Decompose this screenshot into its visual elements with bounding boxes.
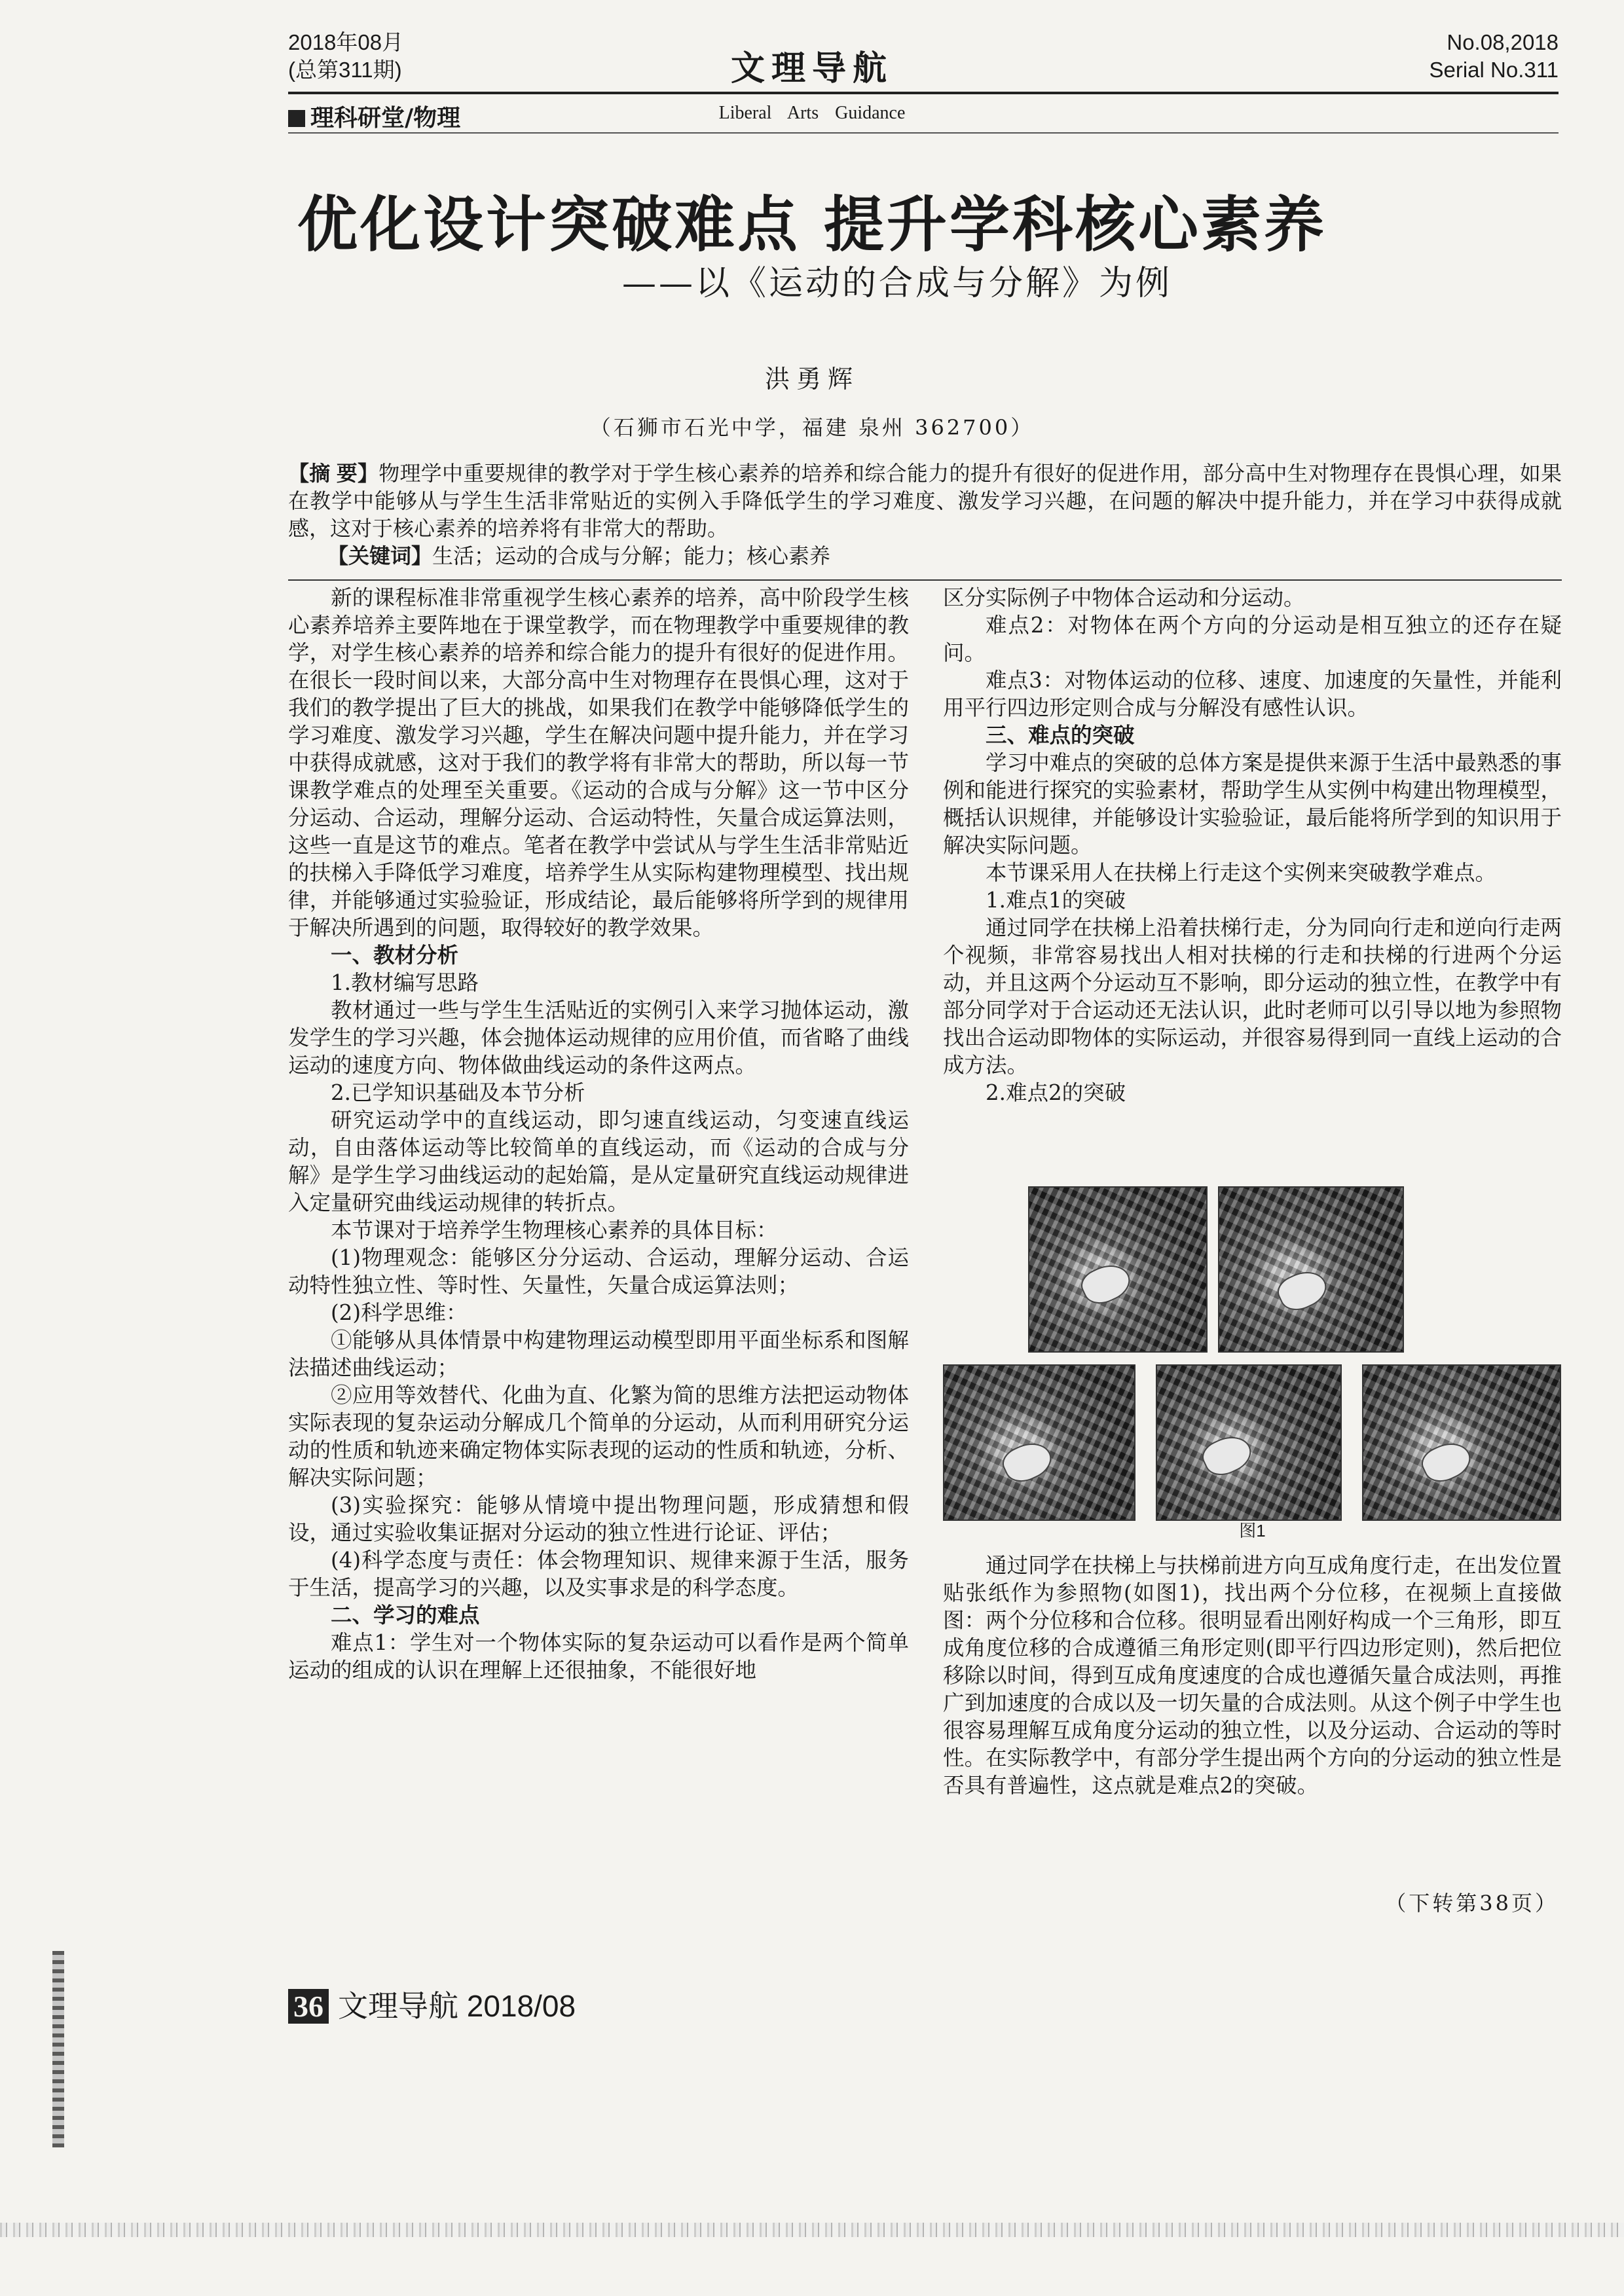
section-heading: 二、学习的难点	[331, 1603, 480, 1627]
page-footer	[288, 1982, 576, 2026]
paragraph: 2.难点2的突破	[986, 1080, 1126, 1105]
paragraph: 难点2：对物体在两个方向的分运动是相互独立的还存在疑问。	[943, 613, 1562, 665]
header-rule	[288, 92, 1559, 94]
keywords-label: 【关键词】	[327, 544, 433, 568]
paragraph: (3)实验探究：能够从情境中提出物理问题，形成猜想和假设，通过实验收集证据对分运动的独立性进行论证、评估；	[288, 1493, 909, 1545]
figure-1	[943, 1186, 1562, 1535]
paragraph: (2)科学思维：	[331, 1300, 468, 1325]
affiliation: （石狮市石光中学，福建 泉州 362700）	[589, 415, 1035, 440]
hand-icon	[1273, 1264, 1332, 1317]
footer-journal: 文理导航 2018/08	[338, 1989, 576, 2023]
english-journal-title: Liberal Arts Guidance	[718, 103, 906, 123]
abstract	[288, 460, 1562, 542]
figure-photo	[1218, 1186, 1404, 1353]
hand-icon	[1198, 1429, 1257, 1482]
paragraph: 通过同学在扶梯上与扶梯前进方向互成角度行走，在出发位置贴张纸作为参照物(如图1)，找出两个分位移，在视频上直接做图：两个分位移和合位移。很明显看出刚好构成一个三角形，即互成角度位移的合成遵循三角形定则(即平行四边形定则)，然后把位移除以时间，得到互成角度速度的合成也遵循矢量合成法则，再推广到加速度的合成以及一切矢量的合成法则。从这个例子中学生也很容易理解互成角度分运动的独立性，以及分运动、合运动的等时性。在实际教学中，有部分学生提出两个方向的分运动的独立性是否具有普遍性，这点就是难点2的突破。	[943, 1553, 1562, 1798]
hand-icon	[998, 1436, 1057, 1488]
scan-binding-mark	[52, 1951, 64, 2147]
serial-no: Serial No.311	[1429, 58, 1559, 82]
keywords-text: 生活；运动的合成与分解；能力；核心素养	[432, 543, 831, 568]
right-column	[943, 584, 1562, 1106]
paragraph: 本节课对于培养学生物理核心素养的具体目标：	[331, 1218, 778, 1243]
figure-photo	[1156, 1364, 1342, 1521]
paragraph: ②应用等效替代、化曲为直、化繁为简的思维方法把运动物体实际表现的复杂运动分解成几个简单的分运动，从而利用研究分运动的性质和轨迹来确定物体实际表现的运动的性质和轨迹，分析、解决实际问题；	[288, 1383, 909, 1490]
paragraph: 新的课程标准非常重视学生核心素养的培养，高中阶段学生核心素养培养主要阵地在于课堂教学，而在物理教学中重要规律的教学，对学生核心素养的培养和综合能力的提升有很好的促进作用。在很长一段时间以来，大部分高中生对物理存在畏惧心理，这对于我们的教学提出了巨大的挑战，如果我们在教学中能够降低学生的学习难度、激发学习兴趣，学生在解决问题中提升能力，并在学习中获得成就感，这对于我们的教学将有非常大的帮助，所以每一节课教学难点的处理至关重要。《运动的合成与分解》这一节中区分分运动、合运动，理解分运动、合运动特性，矢量合成运算法则，这些一直是这节的难点。笔者在教学中尝试从与学生生活非常贴近的扶梯入手降低学习难度，培养学生从实际构建物理模型、找出规律，并能够通过实验验证，形成结论，最后能够将所学到的规律用于解决所遇到的问题，取得较好的教学效果。	[288, 585, 909, 940]
article-subtitle: ——以《运动的合成与分解》为例	[622, 264, 1173, 303]
section-heading: 三、难点的突破	[986, 723, 1135, 747]
scan-edge	[0, 2223, 1624, 2237]
hand-icon	[1417, 1436, 1476, 1488]
paragraph: 难点3：对物体运动的位移、速度、加速度的矢量性，并能利用平行四边形定则合成与分解没有感性认识。	[943, 668, 1562, 720]
column-label: 理科研堂/物理	[310, 104, 461, 132]
paragraph: 难点1：学生对一个物体实际的复杂运动可以看作是两个简单运动的组成的认识在理解上还很抽象，不能很好地	[288, 1630, 909, 1683]
issue-date: 2018年08月	[288, 30, 404, 54]
body-rule	[288, 579, 1562, 581]
continued-note: （下转第38页）	[1385, 1891, 1559, 1916]
author: 洪勇辉	[764, 365, 859, 393]
issue-number-block	[1429, 29, 1559, 84]
keywords	[327, 542, 1562, 570]
issue-no: No.08,2018	[1447, 30, 1559, 54]
section-heading: 一、教材分析	[331, 943, 459, 967]
paragraph: (1)物理观念：能够区分分运动、合运动，理解分运动、合运动特性独立性、等时性、矢量性，矢量合成运算法则；	[288, 1245, 909, 1298]
paragraph: 区分实际例子中物体合运动和分运动。	[943, 585, 1305, 610]
figure-photo	[1362, 1364, 1561, 1521]
paragraph: 1.教材编写思路	[331, 970, 479, 995]
paragraph: ①能够从具体情景中构建物理运动模型即用平面坐标系和图解法描述曲线运动；	[288, 1328, 909, 1380]
article-title: 优化设计突破难点 提升学科核心素养	[297, 189, 1327, 260]
paragraph: 研究运动学中的直线运动，即匀速直线运动，匀变速直线运动，自由落体运动等比较简单的直线运动，而《运动的合成与分解》是学生学习曲线运动的起始篇，是从定量研究直线运动规律进入定量研究曲线运动规律的转折点。	[288, 1108, 909, 1215]
abstract-label: 【摘 要】	[288, 462, 379, 485]
journal-name: 文理导航	[730, 48, 893, 88]
paragraph: 教材通过一些与学生生活贴近的实例引入来学习抛体运动，激发学生的学习兴趣，体会抛体运动规律的应用价值，而省略了曲线运动的速度方向、物体做曲线运动的条件这两点。	[288, 998, 909, 1078]
figure-photo	[943, 1364, 1135, 1521]
left-column	[288, 584, 909, 1684]
paragraph: 2.已学知识基础及本节分析	[331, 1080, 585, 1105]
abstract-text: 物理学中重要规律的教学对于学生核心素养的培养和综合能力的提升有很好的促进作用，部分高中生对物理存在畏惧心理，如果在教学中能够从与学生生活非常贴近的实例入手降低学生的学习难度、激发学习兴趣，在问题的解决中提升能力，并在学习中获得成就感，这对于核心素养的培养将有非常大的帮助。	[288, 461, 1562, 541]
paragraph: 学习中难点的突破的总体方案是提供来源于生活中最熟悉的事例和能进行探究的实验素材，帮助学生从实例中构建出物理模型，概括认识规律，并能够设计实验验证，最后能将所学到的知识用于解决实际问题。	[943, 750, 1562, 858]
issue-total: (总第311期)	[288, 58, 402, 82]
paragraph: 通过同学在扶梯上沿着扶梯行走，分为同向行走和逆向行走两个视频，非常容易找出人相对扶梯的行走和扶梯的行进两个分运动，并且这两个分运动互不影响，即分运动的独立性，在教学中有部分同学对于合运动还无法认识，此时老师可以引导以地为参照物找出合运动即物体的实际运动，并很容易得到同一直线上运动的合成方法。	[943, 915, 1562, 1078]
right-column-continued	[943, 1552, 1562, 1799]
paragraph: 1.难点1的突破	[986, 888, 1126, 913]
paragraph: 本节课采用人在扶梯上行走这个实例来突破教学难点。	[986, 860, 1497, 885]
figure-photo	[1028, 1186, 1208, 1353]
paragraph: (4)科学态度与责任：体会物理知识、规律来源于生活，服务于生活，提高学习的兴趣，以及实事求是的科学态度。	[288, 1548, 909, 1600]
hand-icon	[1077, 1258, 1135, 1310]
figure-caption: 图1	[1239, 1521, 1266, 1540]
header-subrule	[288, 132, 1559, 134]
page-number: 36	[288, 1989, 329, 2024]
